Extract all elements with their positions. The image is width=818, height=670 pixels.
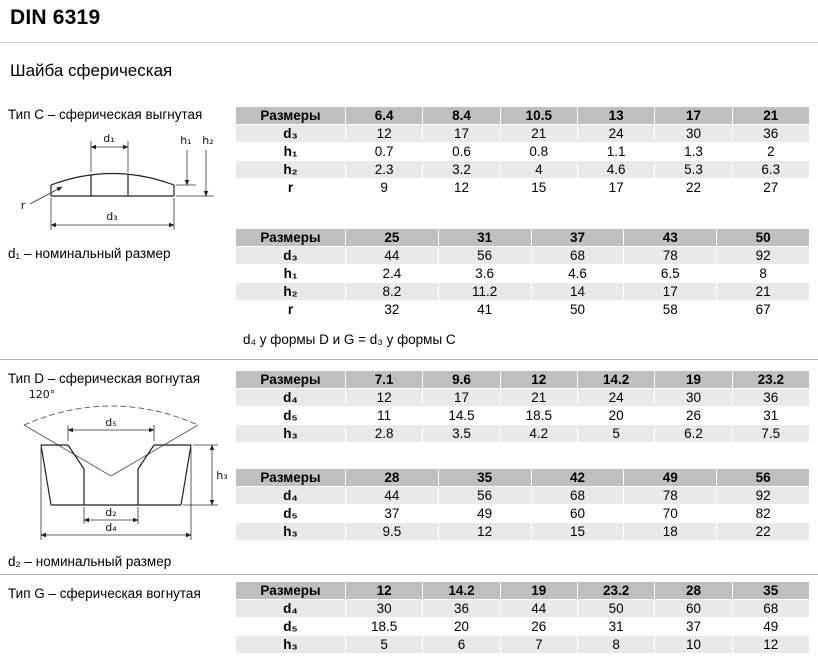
table-header-size-value: 35 <box>438 469 531 487</box>
table-header-size-value: 50 <box>717 229 810 247</box>
dimension-value-cell: 4.2 <box>500 425 577 443</box>
dimension-label-cell: h₁ <box>236 265 346 283</box>
dimension-value-cell: 44 <box>346 247 439 265</box>
table-row <box>236 505 810 523</box>
dimension-value-cell: 44 <box>500 600 577 618</box>
dimension-label-cell: d₄ <box>236 389 346 407</box>
table-header-size-value: 14.2 <box>423 582 500 600</box>
dimension-value-cell: 22 <box>655 179 732 197</box>
type-d-heading: Тип D – сферическая вогнутая <box>8 371 200 386</box>
table-row <box>236 487 810 505</box>
table-row <box>236 523 810 541</box>
table-header-size-value: 13 <box>577 107 654 125</box>
dimension-value-cell: 14.5 <box>423 407 500 425</box>
table-header-size-value: 6.4 <box>346 107 423 125</box>
dimension-value-cell: 0.8 <box>500 143 577 161</box>
table-header-size-value: 35 <box>732 582 809 600</box>
dimension-value-cell: 0.7 <box>346 143 423 161</box>
table-header-size-value: 49 <box>624 469 717 487</box>
dimension-value-cell: 2.3 <box>346 161 423 179</box>
type-c-technical-drawing <box>6 128 231 240</box>
dimension-value-cell: 82 <box>717 505 810 523</box>
title-divider <box>0 42 818 43</box>
dimension-value-cell: 30 <box>346 600 423 618</box>
type-d-table-1 <box>235 370 810 443</box>
dim-label-h3: h₃ <box>216 469 228 482</box>
table-header-size-value: 43 <box>624 229 717 247</box>
dimension-value-cell: 2 <box>732 143 809 161</box>
dimension-label-cell: h₃ <box>236 425 346 443</box>
dimension-value-cell: 30 <box>655 389 732 407</box>
dimension-value-cell: 8.2 <box>346 283 439 301</box>
dimension-value-cell: 68 <box>732 600 809 618</box>
dimension-value-cell: 26 <box>655 407 732 425</box>
table-header-size-value: 12 <box>500 371 577 389</box>
table-header-size-value: 7.1 <box>346 371 423 389</box>
type-d-technical-drawing <box>6 383 231 548</box>
table-header-row <box>236 107 810 125</box>
dimension-value-cell: 44 <box>346 487 439 505</box>
dimension-value-cell: 15 <box>500 179 577 197</box>
table-header-size-value: 28 <box>346 469 439 487</box>
dim-label-r: r <box>20 199 26 212</box>
dimension-value-cell: 78 <box>624 247 717 265</box>
dimension-value-cell: 4.6 <box>577 161 654 179</box>
dimension-label-cell: h₂ <box>236 161 346 179</box>
table-header-size-value: 21 <box>732 107 809 125</box>
dimension-value-cell: 37 <box>346 505 439 523</box>
table-header-size-value: 28 <box>655 582 732 600</box>
table-header-size-value: 31 <box>438 229 531 247</box>
dimension-label-cell: d₅ <box>236 505 346 523</box>
dimension-value-cell: 31 <box>732 407 809 425</box>
table-header-size-value: 19 <box>655 371 732 389</box>
washer-cross-section-outline <box>41 445 191 505</box>
dimension-value-cell: 37 <box>655 618 732 636</box>
table-row <box>236 247 810 265</box>
dimension-value-cell: 36 <box>732 125 809 143</box>
dimension-value-cell: 11.2 <box>438 283 531 301</box>
type-d-nominal-size-note: d₂ – номинальный размер <box>8 554 172 569</box>
dimension-value-cell: 49 <box>732 618 809 636</box>
dim-label-d4: d₄ <box>105 521 117 534</box>
dimension-value-cell: 10 <box>655 636 732 654</box>
dimension-value-cell: 1.1 <box>577 143 654 161</box>
dimension-value-cell: 14 <box>531 283 624 301</box>
dimension-value-cell: 41 <box>438 301 531 319</box>
dimension-value-cell: 49 <box>438 505 531 523</box>
dimension-value-cell: 6 <box>423 636 500 654</box>
table-header-size-value: 42 <box>531 469 624 487</box>
table-row <box>236 125 810 143</box>
dimension-value-cell: 24 <box>577 389 654 407</box>
dimension-value-cell: 4.6 <box>531 265 624 283</box>
dimension-value-cell: 0.6 <box>423 143 500 161</box>
dimension-lines <box>41 425 218 540</box>
dimension-value-cell: 6.3 <box>732 161 809 179</box>
dim-label-d3: d₃ <box>106 210 118 223</box>
dimension-value-cell: 36 <box>423 600 500 618</box>
table-header-size-value: 25 <box>346 229 439 247</box>
dimension-value-cell: 5.3 <box>655 161 732 179</box>
table-header-size-value: 56 <box>717 469 810 487</box>
d4-equals-d3-footnote: d₄ у формы D и G = d₃ у формы C <box>243 332 456 347</box>
dimension-value-cell: 8 <box>717 265 810 283</box>
dimension-value-cell: 3.5 <box>423 425 500 443</box>
dimension-value-cell: 36 <box>732 389 809 407</box>
table-header-size-value: 37 <box>531 229 624 247</box>
dimension-value-cell: 15 <box>531 523 624 541</box>
dim-label-d2: d₂ <box>105 506 117 519</box>
dimension-value-cell: 56 <box>438 487 531 505</box>
table-header-size-value: 9.6 <box>423 371 500 389</box>
type-c-table-1 <box>235 106 810 197</box>
type-g-heading: Тип G – сферическая вогнутая <box>8 586 201 601</box>
dimension-value-cell: 92 <box>717 487 810 505</box>
page-title: DIN 6319 <box>10 6 101 29</box>
dimension-value-cell: 21 <box>500 125 577 143</box>
dimension-value-cell: 11 <box>346 407 423 425</box>
dimension-value-cell: 78 <box>624 487 717 505</box>
dimension-label-cell: r <box>236 179 346 197</box>
dimension-label-cell: d₄ <box>236 600 346 618</box>
washer-cross-section-outline <box>51 174 174 197</box>
dimension-value-cell: 12 <box>438 523 531 541</box>
dimension-value-cell: 21 <box>500 389 577 407</box>
dimension-value-cell: 9 <box>346 179 423 197</box>
dimension-value-cell: 70 <box>624 505 717 523</box>
dimension-value-cell: 3.2 <box>423 161 500 179</box>
dimension-value-cell: 17 <box>577 179 654 197</box>
dim-label-h1: h₁ <box>180 134 192 147</box>
dimension-label-cell: h₁ <box>236 143 346 161</box>
section-divider-2 <box>0 574 818 575</box>
type-g-table <box>235 581 810 654</box>
dimension-value-cell: 12 <box>732 636 809 654</box>
table-row <box>236 389 810 407</box>
dimension-value-cell: 6.5 <box>624 265 717 283</box>
table-header-size-value: 23.2 <box>732 371 809 389</box>
dimension-value-cell: 17 <box>423 125 500 143</box>
dimension-value-cell: 5 <box>346 636 423 654</box>
dimension-value-cell: 6.2 <box>655 425 732 443</box>
dimension-value-cell: 68 <box>531 247 624 265</box>
dimension-value-cell: 30 <box>655 125 732 143</box>
table-header-size-value: 19 <box>500 582 577 600</box>
dim-label-d5: d₅ <box>105 416 117 429</box>
dimension-value-cell: 68 <box>531 487 624 505</box>
type-c-heading: Тип C – сферическая выгнутая <box>8 107 203 122</box>
dimension-value-cell: 18.5 <box>500 407 577 425</box>
dimension-value-cell: 18 <box>624 523 717 541</box>
dimension-value-cell: 27 <box>732 179 809 197</box>
table-header-sizes: Размеры <box>236 107 346 125</box>
table-header-size-value: 10.5 <box>500 107 577 125</box>
type-c-table-2 <box>235 228 810 319</box>
table-row <box>236 407 810 425</box>
dimension-value-cell: 5 <box>577 425 654 443</box>
dimension-value-cell: 7.5 <box>732 425 809 443</box>
table-header-row <box>236 469 810 487</box>
dimension-label-cell: r <box>236 301 346 319</box>
dimension-value-cell: 17 <box>624 283 717 301</box>
table-header-sizes: Размеры <box>236 229 346 247</box>
dimension-value-cell: 56 <box>438 247 531 265</box>
dim-label-h2: h₂ <box>202 134 214 147</box>
dimension-value-cell: 60 <box>655 600 732 618</box>
table-row <box>236 283 810 301</box>
table-header-sizes: Размеры <box>236 469 346 487</box>
dimension-value-cell: 50 <box>577 600 654 618</box>
dimension-label-cell: h₃ <box>236 636 346 654</box>
table-header-sizes: Размеры <box>236 371 346 389</box>
dimension-value-cell: 24 <box>577 125 654 143</box>
dimension-value-cell: 9.5 <box>346 523 439 541</box>
dimension-value-cell: 1.3 <box>655 143 732 161</box>
dimension-label-cell: d₃ <box>236 125 346 143</box>
dimension-value-cell: 20 <box>423 618 500 636</box>
dimension-value-cell: 4 <box>500 161 577 179</box>
table-row <box>236 425 810 443</box>
dimension-label-cell: d₃ <box>236 247 346 265</box>
section-divider-1 <box>0 359 818 360</box>
table-header-size-value: 17 <box>655 107 732 125</box>
table-row <box>236 265 810 283</box>
dim-label-d1: d₁ <box>103 132 115 145</box>
dimension-value-cell: 92 <box>717 247 810 265</box>
table-header-size-value: 12 <box>346 582 423 600</box>
table-row <box>236 600 810 618</box>
dimension-value-cell: 2.4 <box>346 265 439 283</box>
dimension-value-cell: 67 <box>717 301 810 319</box>
dimension-value-cell: 58 <box>624 301 717 319</box>
dimension-value-cell: 18.5 <box>346 618 423 636</box>
table-header-row <box>236 371 810 389</box>
table-row <box>236 179 810 197</box>
dimension-value-cell: 50 <box>531 301 624 319</box>
table-row <box>236 161 810 179</box>
dimension-label-cell: d₅ <box>236 407 346 425</box>
dimension-value-cell: 21 <box>717 283 810 301</box>
dimension-value-cell: 32 <box>346 301 439 319</box>
table-row <box>236 618 810 636</box>
page-subtitle: Шайба сферическая <box>10 61 173 80</box>
dimension-value-cell: 31 <box>577 618 654 636</box>
table-row <box>236 301 810 319</box>
dimension-value-cell: 12 <box>423 179 500 197</box>
dimension-label-cell: d₅ <box>236 618 346 636</box>
dimension-value-cell: 60 <box>531 505 624 523</box>
table-row <box>236 636 810 654</box>
table-header-sizes: Размеры <box>236 582 346 600</box>
dim-label-angle-120: 120° <box>28 388 56 401</box>
dimension-lines <box>30 141 214 230</box>
table-header-size-value: 14.2 <box>577 371 654 389</box>
dimension-label-cell: h₃ <box>236 523 346 541</box>
table-header-size-value: 23.2 <box>577 582 654 600</box>
table-row <box>236 143 810 161</box>
dimension-value-cell: 2.8 <box>346 425 423 443</box>
table-header-row <box>236 229 810 247</box>
dimension-value-cell: 7 <box>500 636 577 654</box>
type-c-nominal-size-note: d₁ – номинальный размер <box>8 246 171 261</box>
dimension-value-cell: 12 <box>346 389 423 407</box>
dimension-value-cell: 8 <box>577 636 654 654</box>
type-d-table-2 <box>235 468 810 541</box>
dimension-value-cell: 17 <box>423 389 500 407</box>
dimension-value-cell: 26 <box>500 618 577 636</box>
table-header-row <box>236 582 810 600</box>
table-header-size-value: 8.4 <box>423 107 500 125</box>
dimension-label-cell: h₂ <box>236 283 346 301</box>
dimension-value-cell: 12 <box>346 125 423 143</box>
dimension-value-cell: 22 <box>717 523 810 541</box>
dimension-label-cell: d₄ <box>236 487 346 505</box>
dimension-value-cell: 3.6 <box>438 265 531 283</box>
dimension-value-cell: 20 <box>577 407 654 425</box>
